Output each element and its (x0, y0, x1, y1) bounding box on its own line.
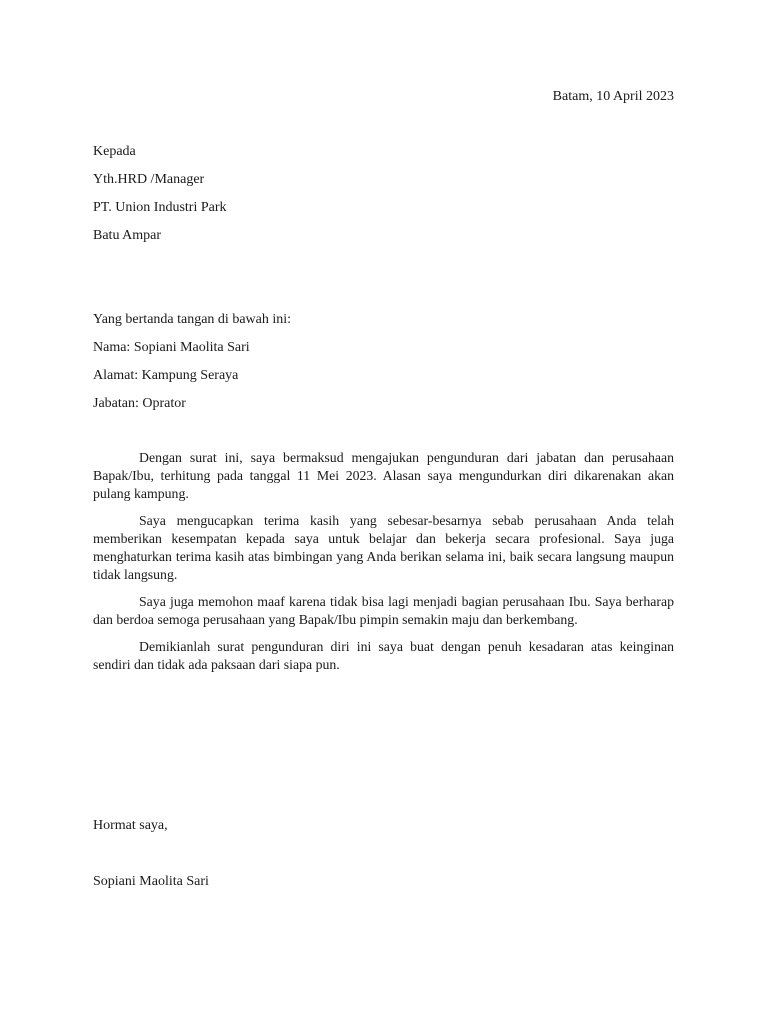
identity-position: Jabatan: Oprator (93, 396, 186, 411)
body-paragraph-4: Demikianlah surat pengunduran diri ini saya buat dengan penuh kesadaran atas keinginan sendiri dan tidak ada paksaan dari siapa pun. (93, 639, 674, 672)
identity-address: Alamat: Kampung Seraya (93, 368, 239, 383)
identity-intro: Yang bertanda tangan di bawah ini: (93, 312, 292, 327)
recipient-line-kepada: Kepada (93, 144, 136, 159)
letter-body (93, 449, 674, 683)
recipient-line-title: Yth.HRD /Manager (93, 172, 205, 187)
body-paragraph-2: Saya mengucapkan terima kasih yang sebesar-besarnya sebab perusahaan Anda telah memberikan kesempatan kepada saya untuk belajar dan bekerja secara profesional. Saya juga menghaturkan terima kasih atas bimbingan yang Anda berikan selama ini, baik secara langsung maupun tidak langsung. (93, 513, 674, 582)
body-paragraph-3: Saya juga memohon maaf karena tidak bisa lagi menjadi bagian perusahaan Ibu. Saya berharap dan berdoa semoga perusahaan yang Bapak/Ibu pimpin semakin maju dan berkembang. (93, 594, 674, 627)
recipient-line-company: PT. Union Industri Park (93, 200, 227, 215)
letter-date: Batam, 10 April 2023 (552, 89, 674, 104)
recipient-line-location: Batu Ampar (93, 228, 162, 243)
closing-salutation: Hormat saya, (93, 818, 168, 833)
identity-name: Nama: Sopiani Maolita Sari (93, 340, 250, 355)
signature-name: Sopiani Maolita Sari (93, 874, 209, 889)
body-paragraph-1: Dengan surat ini, saya bermaksud mengajukan pengunduran dari jabatan dan perusahaan Bapak/Ibu, terhitung pada tanggal 11 Mei 2023. Alasan saya mengundurkan diri dikarenakan akan pulang kampung. (93, 450, 674, 501)
identity-block (93, 311, 493, 423)
recipient-block (93, 143, 493, 255)
